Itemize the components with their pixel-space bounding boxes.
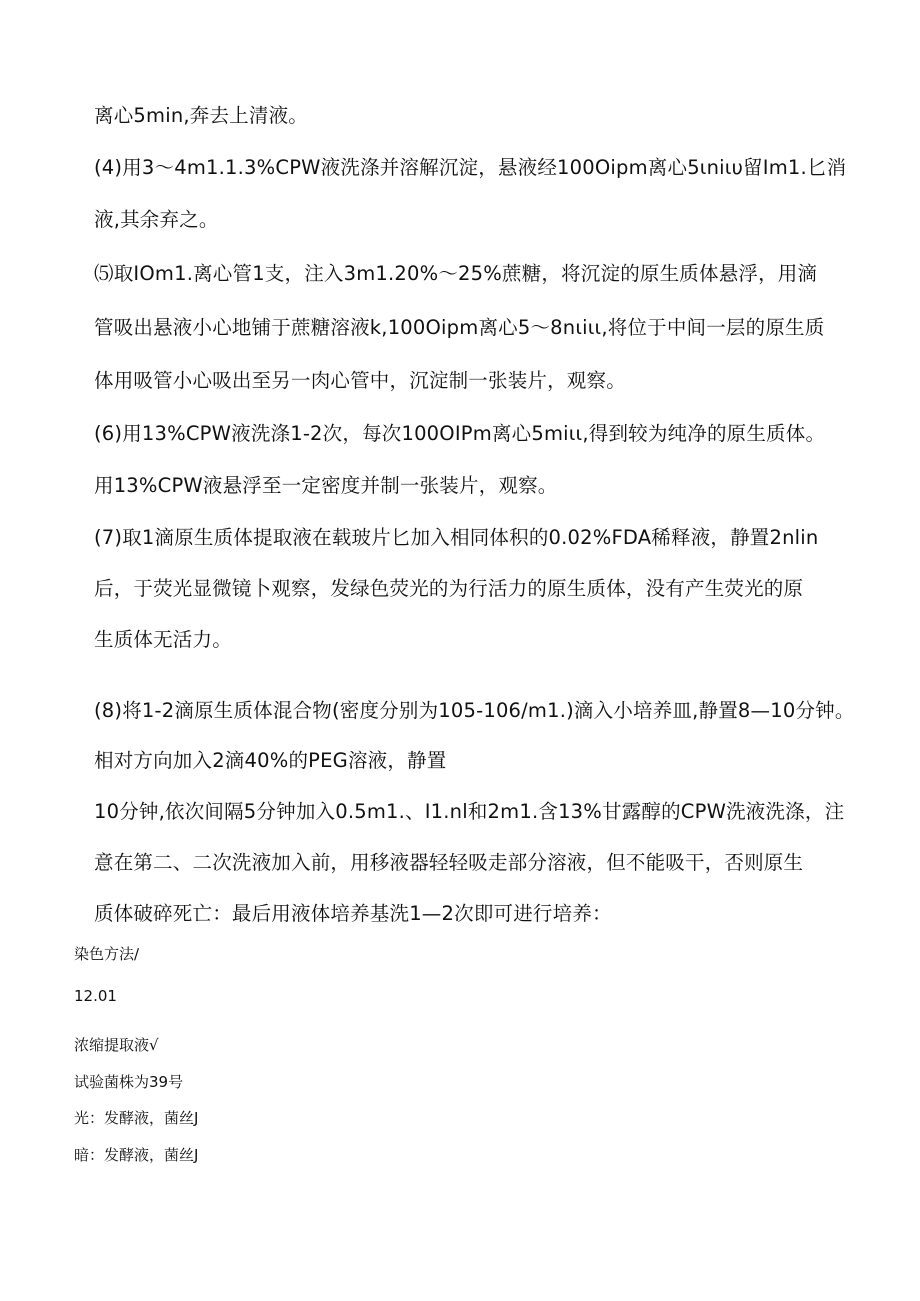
note-line: 浓缩提取液√ (74, 1036, 159, 1054)
note-line: 试验菌株为39号 (74, 1073, 184, 1091)
body-line: (8)将1-2滴原生质体混合物(密度分别为105-106/m1.)滴入小培养皿,静置8—10分钟。 (94, 699, 855, 722)
note-line: 光：发酵液，菌丝J (74, 1109, 199, 1127)
body-line: (6)用13%CPW液洗涤1-2次，每次100OIPm离心5miιι,得到较为纯净的原生质体。 (94, 422, 826, 445)
body-line: 质体破碎死亡：最后用液体培养基洗1—2次即可进行培养： (94, 902, 612, 925)
body-line: 相对方向加入2滴40%的PEG溶液，静置 (94, 749, 447, 772)
body-line: 液,其余弃之。 (94, 208, 219, 231)
body-line: (7)取1滴原生质体提取液在载玻片匕加入相同体积的0.02%FDA稀释液，静置2nlin (94, 526, 819, 549)
body-line: 意在第二、二次洗液加入前，用移液器轻轻吸走部分溶液，但不能吸干，否则原生 (94, 851, 804, 874)
note-line: 12.01 (74, 987, 117, 1005)
note-line: 暗：发酵液，菌丝J (74, 1146, 199, 1164)
body-line: 后，于荧光显微镜卜观察，发绿色荧光的为行活力的原生质体，没有产生荧光的原 (94, 577, 804, 600)
body-line: ⑸取IOm1.离心管1支，注入3m1.20%～25%蔗糖，将沉淀的原生质体悬浮，用滴 (94, 262, 818, 285)
body-line: 离心5min,奔去上清液。 (94, 104, 308, 127)
note-line: 染色方法∕ (74, 945, 140, 963)
body-line: 用13%CPW液悬浮至一定密度并制一张装片，观察。 (94, 474, 558, 497)
body-line: (4)用3～4m1.1.3%CPW液洗涤并溶解沉淀，悬液经100Oipm离心5ιniιυ留Im1.匕消 (94, 156, 847, 179)
body-line: 10分钟,依次间隔5分钟加入0.5m1.、I1.nl和2m1.含13%甘露醇的CPW洗液洗涤，注 (94, 800, 845, 823)
body-line: 生质体无活力。 (94, 628, 232, 651)
body-line: 体用吸管小心吸出至另一肉心管中，沉淀制一张装片，观察。 (94, 369, 626, 392)
body-line: 管吸出悬液小心地铺于蔗糖溶液k,100Oipm离心5～8nιiιι,将位于中间一层的原生质 (94, 316, 825, 339)
